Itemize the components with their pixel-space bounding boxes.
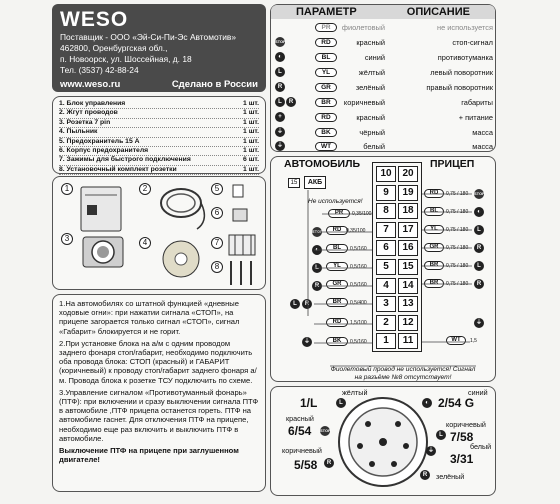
connector-pin: 17 <box>398 222 418 238</box>
wire-size: 0,75 / 180 <box>446 227 469 233</box>
wire-label-left: YL <box>326 262 348 271</box>
pin-2-label: 2/54 G <box>438 396 475 410</box>
wire-size: 0,75 / 180 <box>446 209 469 215</box>
wire-label-left: RD <box>326 318 348 327</box>
power-icon: + <box>275 112 285 122</box>
contents-row: 6. Корпус предохранителя 1 шт. <box>59 147 259 156</box>
parking-light-icon: L <box>275 97 285 107</box>
pin-7-label: 7/58 <box>450 430 474 444</box>
pin-1-color: жёлтый <box>342 388 368 397</box>
wire-size: 0,5/160 <box>350 339 367 345</box>
fog-light-icon: ◐ <box>312 245 322 255</box>
purple-wire-note: Фиолетовый провод не используется! Сигнал на разъёме №8 отсутствует! <box>330 366 476 381</box>
contents-row: 4. Пыльник 1 шт. <box>59 128 259 137</box>
item-number: 6 <box>211 207 223 219</box>
note-paragraph: 2.При установке блока на а/м с одним проводом заднего фонаря стоп/габарит, необходимо подключить оба провода блока: СТОП (красный) и ГАБАРИТ (коричневый) к проводу стоп/габарит заднего фонаря а/м. Провода блока к розетке ТСУ подключить по схеме. <box>59 338 257 385</box>
address-line: 462800, Оренбургская обл., <box>60 43 168 53</box>
item-number: 1 <box>61 183 73 195</box>
contents-row: 5. Предохранитель 15 А 1 шт. <box>59 138 259 147</box>
pin-2-color: синий <box>468 388 488 397</box>
parking-light-icon: L <box>436 430 446 440</box>
wire-parameter-table <box>270 4 496 152</box>
ground-icon: ⏚ <box>427 448 434 454</box>
pin-4-color: зелёный <box>436 472 465 481</box>
note-warning: Выключение ПТФ на прицепе при заглушенном двигателе! <box>59 446 239 465</box>
wire-size: 0,5/160 <box>350 264 367 270</box>
connector-pin: 10 <box>376 166 396 182</box>
wire-size: 1,5 <box>470 338 477 344</box>
stop-icon: STOP <box>275 37 285 47</box>
ground-icon: ⏚ <box>276 129 283 135</box>
wire-size: 0,5/160 <box>350 246 367 252</box>
wire-label-right: BR <box>424 261 444 270</box>
wire-size: 0,75 / 180 <box>446 281 469 287</box>
wire-label-right: BR <box>424 279 444 288</box>
table-row: STOP RD красный стоп-сигнал <box>275 37 493 47</box>
stop-icon: STOP <box>320 426 330 436</box>
connector-pin: 16 <box>398 240 418 256</box>
right-turn-icon: R <box>474 243 484 253</box>
right-turn-icon: R <box>312 281 322 291</box>
components-illustration <box>52 176 266 290</box>
stop-icon: STOP <box>474 189 484 199</box>
wire-label-left: RD <box>326 226 348 235</box>
table-row: R GR зелёный правый поворотник <box>275 81 493 93</box>
supplier-header <box>52 4 266 92</box>
item-number: 4 <box>139 237 151 249</box>
connector-pin: 7 <box>376 222 396 238</box>
pin-1-label: 1/L <box>300 396 318 410</box>
supplier-line: Поставщик - ООО «Эй-Си-Пи-Эс Автомотив» <box>60 32 237 42</box>
battery-label: АКБ <box>304 176 326 189</box>
contents-row: 8. Установочный комплект розетки 1 шт. <box>59 166 259 175</box>
contents-row: 7. Зажимы для быстрого подключения 6 шт. <box>59 156 259 165</box>
contents-row: 2. Жгут проводов 1 шт. <box>59 109 259 118</box>
wire-size: 0,75 / 180 <box>446 263 469 269</box>
connector-pin: 12 <box>398 315 418 331</box>
connector-pin: 2 <box>376 315 396 331</box>
pin-5-color: коричневый <box>282 446 322 455</box>
pin-3-color: белый <box>470 442 492 451</box>
note-paragraph: 3.Управление сигналом «Противотуманный фонарь» (ПТФ): при включении и сразу выключении сигнала ПТФ в автомобиле ,ПТФ прицепа останется гореть. ПТФ на автомобиле гаснет. Для отключения ПТФ на прицепе, необходимо еще раз включить и выключить ПТФ в автомобиле. <box>59 387 259 443</box>
table-row: ⏚ WT белый масса <box>276 141 493 151</box>
parking-light-icon: R <box>474 279 484 289</box>
wire-label-left: BK <box>326 337 348 346</box>
wire-size: 0,35/100 <box>346 228 366 234</box>
trailer-side-title: ПРИЦЕП <box>430 158 475 170</box>
right-turn-icon: R <box>275 82 285 92</box>
installation-notes <box>52 294 266 492</box>
connector-pin: 14 <box>398 278 418 294</box>
connector-pin: 8 <box>376 203 396 219</box>
components-drawing <box>53 177 267 291</box>
stop-icon: STOP <box>312 227 322 237</box>
connector-pin: 11 <box>398 333 418 349</box>
pin-6-label: 6/54 <box>288 424 312 438</box>
not-used-note: Не используется! <box>308 198 363 205</box>
contents-row: 3. Розетка 7 pin 1 шт. <box>59 119 259 128</box>
website-link[interactable]: www.weso.ru <box>60 79 121 90</box>
connector-pin: 18 <box>398 203 418 219</box>
fuse-box: 15 <box>288 178 300 188</box>
table-row: L YL жёлтый левый поворотник <box>275 66 493 78</box>
table-row: PR фиолетовый не используется <box>275 21 493 33</box>
fog-light-icon: ◐ <box>275 52 285 62</box>
connector-pin: 19 <box>398 185 418 201</box>
connector-pin: 9 <box>376 185 396 201</box>
brand-logo: WESO <box>60 8 129 31</box>
right-turn-icon: R <box>420 470 430 480</box>
wire-lines <box>270 156 496 382</box>
item-number: 2 <box>139 183 151 195</box>
parking-light-icon: R <box>302 299 312 309</box>
pin-7-color: коричневый <box>446 420 486 429</box>
connector-pin: 15 <box>398 259 418 275</box>
connector-pin: 5 <box>376 259 396 275</box>
connector-pin: 20 <box>398 166 418 182</box>
item-number: 5 <box>211 183 223 195</box>
left-turn-icon: L <box>312 263 322 273</box>
connector-pin: 1 <box>376 333 396 349</box>
table-row: + RD красный + питание <box>275 111 493 123</box>
table-row: ◐ BL синий противотуманка <box>275 51 493 63</box>
phone-line: Тел. (3537) 42-88-24 <box>60 65 139 75</box>
wire-label-right: BL <box>424 207 444 216</box>
ground-icon: ⏚ <box>475 320 482 326</box>
ground-icon: ⏚ <box>303 339 310 345</box>
ground-icon: ⏚ <box>276 143 283 149</box>
wire-label-left: BL <box>326 244 348 253</box>
wire-size: 0,5/400 <box>350 300 367 306</box>
connector-pin: 4 <box>376 278 396 294</box>
connector-pin: 13 <box>398 296 418 312</box>
wire-label-right: WT <box>446 336 466 345</box>
fog-light-icon: ◐ <box>474 207 484 217</box>
left-turn-icon: L <box>336 398 346 408</box>
fog-light-icon: ◐ <box>422 398 432 408</box>
wire-label-right: RD <box>424 189 444 198</box>
note-paragraph: 1.На автомобилях со штатной функцией «дневные ходовые огни»: при нажатии сигнала «СТОП», на прицепе загорается только сигнал «СТОП», сигнал «Габарит» блокируется и не горит. <box>59 299 240 336</box>
wire-size: 0,5/160 <box>350 282 367 288</box>
wire-label-left: PR <box>328 209 350 218</box>
wire-size: 0,75 / 180 <box>446 191 469 197</box>
pin-5-label: 5/58 <box>294 458 318 472</box>
parking-light-icon: L <box>290 299 300 309</box>
wire-label-left: GR <box>326 280 348 289</box>
item-number: 3 <box>61 233 73 245</box>
address-line: п. Новоорск, ул. Шоссейная, д. 18 <box>60 54 192 64</box>
wire-label-right: YL <box>424 225 444 234</box>
left-turn-icon: L <box>474 225 484 235</box>
left-turn-icon: L <box>275 67 285 77</box>
wire-label-right: GR <box>424 243 444 252</box>
connector-pin: 3 <box>376 296 396 312</box>
pin-3-label: 3/31 <box>450 452 474 466</box>
wire-size: 0,35/100 <box>352 211 372 217</box>
package-contents <box>52 96 266 174</box>
wire-label-left: BR <box>326 298 348 307</box>
car-side-title: АВТОМОБИЛЬ <box>284 158 361 170</box>
connector-pin: 6 <box>376 240 396 256</box>
table-row: L R BR коричневый габариты <box>275 96 493 108</box>
table-header: ПАРАМЕТР ОПИСАНИЕ <box>271 5 495 19</box>
item-number: 8 <box>211 261 223 273</box>
pin-6-color: красный <box>286 414 314 423</box>
item-number: 7 <box>211 237 223 249</box>
parking-light-icon: R <box>286 97 296 107</box>
contents-row: 1. Блок управления 1 шт. <box>59 100 259 109</box>
made-in-label: Сделано в России <box>171 79 258 90</box>
wire-size: 1,5/100 <box>350 320 367 326</box>
parking-light-icon: R <box>324 458 334 468</box>
wire-size: 0,75 / 180 <box>446 245 469 251</box>
table-row: ⏚ BK чёрный масса <box>276 127 493 137</box>
parking-light-icon: L <box>474 261 484 271</box>
